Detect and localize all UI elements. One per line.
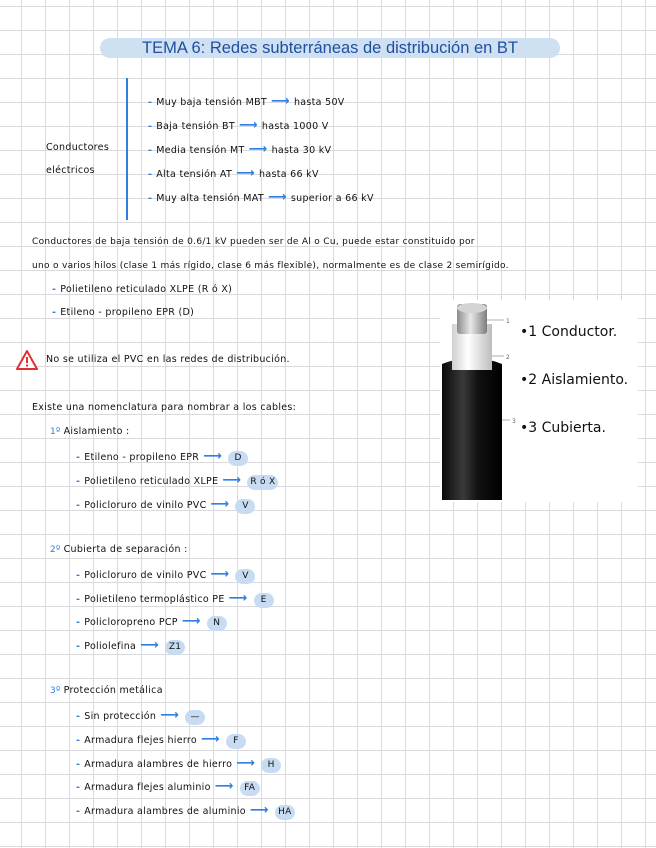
section-heading: 1º Aislamiento : <box>50 426 130 437</box>
page-title: TEMA 6: Redes subterráneas de distribución en BT <box>100 38 560 58</box>
warning-text: No se utiliza el PVC en las redes de distribución. <box>46 354 290 365</box>
arrow-right-icon: ⟶ <box>271 94 290 109</box>
conductores-label-1: Conductores <box>46 142 110 153</box>
conductores-label-2: eléctricos <box>46 165 95 176</box>
code-badge: Z1 <box>165 640 185 655</box>
list-item: - Armadura flejes hierro ⟶ F <box>76 732 246 749</box>
arrow-right-icon: ⟶ <box>214 779 234 794</box>
list-item: - Armadura alambres de aluminio ⟶ HA <box>76 803 295 820</box>
legend-cubierta: •3 Cubierta. <box>520 420 606 436</box>
code-badge: H <box>261 758 281 773</box>
arrow-right-icon: ⟶ <box>238 118 258 133</box>
svg-text:1: 1 <box>506 318 510 325</box>
paragraph-line-2: uno o varios hilos (clase 1 más rígido, clase 6 más flexible), normalmente es de clase 2 semirígido. <box>32 261 509 271</box>
list-item: - Policloruro de vinilo PVC ⟶ V <box>76 567 255 584</box>
arrow-right-icon: ⟶ <box>210 567 230 582</box>
code-badge: R ó X <box>247 475 278 490</box>
arrow-right-icon: ⟶ <box>267 190 287 205</box>
voltage-level: - Baja tensión BT ⟶ hasta 1000 V <box>148 118 329 133</box>
voltage-level: - Alta tensión AT ⟶ hasta 66 kV <box>148 166 319 181</box>
arrow-right-icon: ⟶ <box>210 497 230 512</box>
section-heading: 3º Protección metálica <box>50 685 163 696</box>
list-item: - Policloropreno PCP ⟶ N <box>76 614 227 631</box>
voltage-level: - Muy baja tensión MBT ⟶ hasta 50V <box>148 94 345 109</box>
arrow-right-icon: ⟶ <box>248 142 268 157</box>
arrow-right-icon: ⟶ <box>236 166 255 181</box>
code-badge: FA <box>240 781 260 796</box>
arrow-right-icon: ⟶ <box>140 638 160 653</box>
section-heading: 2º Cubierta de separación : <box>50 544 188 555</box>
code-badge: HA <box>275 805 295 820</box>
insulation-type: - Etileno - propileno EPR (D) <box>52 307 195 318</box>
list-item: - Sin protección ⟶ — <box>76 708 205 725</box>
arrow-right-icon: ⟶ <box>160 708 180 723</box>
voltage-level: - Muy alta tensión MAT ⟶ superior a 66 kV <box>148 190 374 205</box>
arrow-right-icon: ⟶ <box>222 473 242 488</box>
list-item: - Etileno - propileno EPR ⟶ D <box>76 449 248 466</box>
bracket-line <box>126 78 128 220</box>
list-item: - Armadura alambres de hierro ⟶ H <box>76 756 281 773</box>
list-item: - Armadura flejes aluminio ⟶ FA <box>76 779 260 796</box>
code-badge: V <box>235 499 255 514</box>
code-badge: N <box>207 616 227 631</box>
nomenclature-intro: Existe una nomenclatura para nombrar a los cables: <box>32 402 297 413</box>
insulation-type: - Polietileno reticulado XLPE (R ó X) <box>52 284 233 295</box>
arrow-right-icon: ⟶ <box>249 803 269 818</box>
list-item: - Poliolefina ⟶ Z1 <box>76 638 185 655</box>
cable-illustration <box>440 300 638 502</box>
legend-conductor: •1 Conductor. <box>520 324 618 340</box>
svg-text:2: 2 <box>506 354 510 361</box>
code-badge: F <box>226 734 246 749</box>
svg-text:3: 3 <box>512 418 516 425</box>
code-badge: V <box>235 569 255 584</box>
warning-icon <box>16 350 38 375</box>
list-item: - Polietileno reticulado XLPE ⟶ R ó X <box>76 473 278 490</box>
arrow-right-icon: ⟶ <box>181 614 201 629</box>
arrow-right-icon: ⟶ <box>236 756 256 771</box>
arrow-right-icon: ⟶ <box>228 591 248 606</box>
list-item: - Policloruro de vinilo PVC ⟶ V <box>76 497 255 514</box>
code-badge: D <box>228 451 248 466</box>
voltage-level: - Media tensión MT ⟶ hasta 30 kV <box>148 142 332 157</box>
legend-aislamiento: •2 Aislamiento. <box>520 372 629 388</box>
arrow-right-icon: ⟶ <box>203 449 223 464</box>
paragraph-line-1: Conductores de baja tensión de 0.6/1 kV pueden ser de Al o Cu, puede estar constituido por <box>32 237 475 247</box>
code-badge: E <box>254 593 274 608</box>
list-item: - Polietileno termoplástico PE ⟶ E <box>76 591 274 608</box>
cable-diagram-icon <box>440 300 520 502</box>
arrow-right-icon: ⟶ <box>201 732 220 747</box>
code-badge: — <box>185 710 205 725</box>
